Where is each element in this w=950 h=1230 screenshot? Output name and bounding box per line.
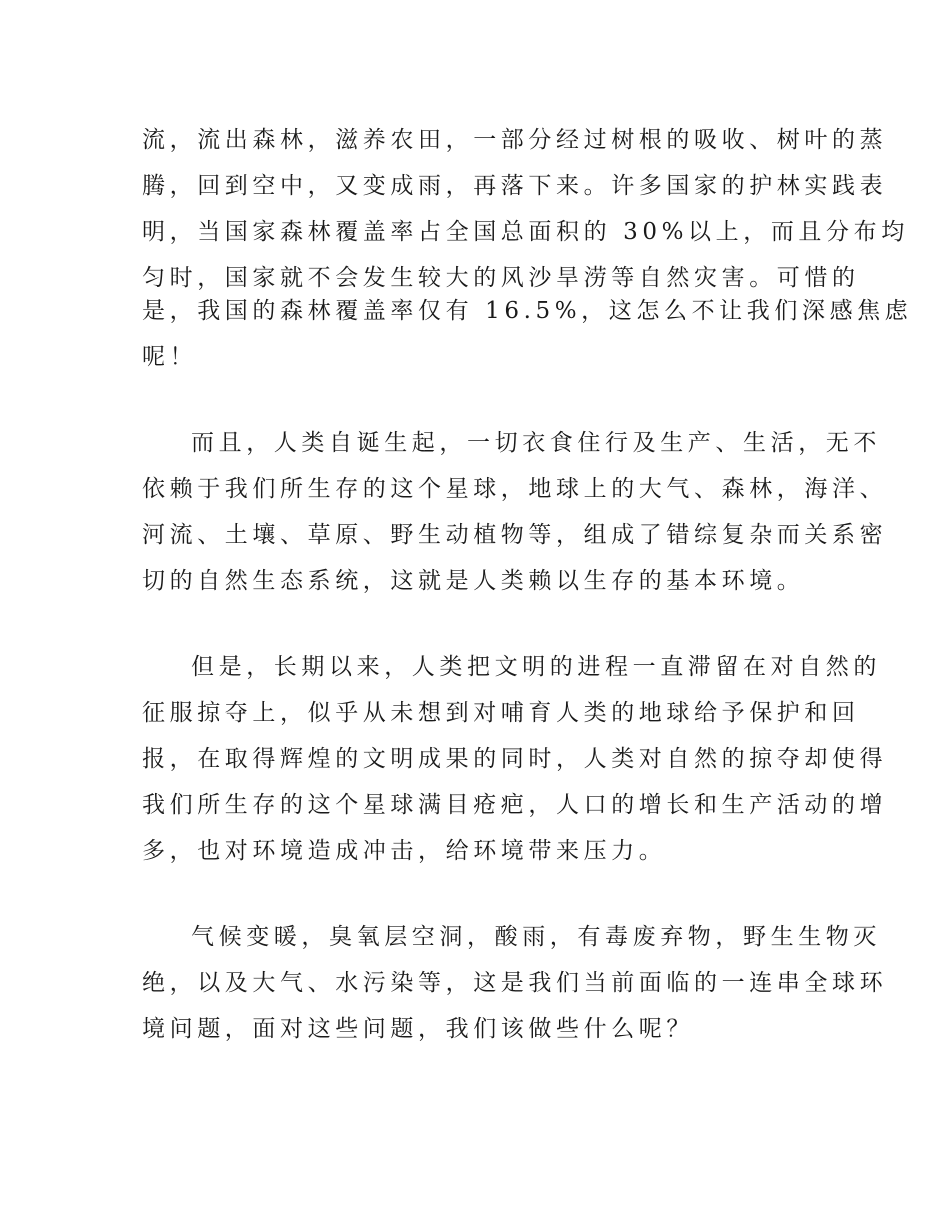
paragraph-1-line-2: 腾，回到空中，又变成雨，再落下来。许多国家的护林实践表 [142, 173, 888, 199]
paragraph-1-line-1: 流，流出森林，滋养农田，一部分经过树根的吸收、树叶的蒸 [142, 127, 888, 153]
paragraph-2-line-3: 河流、土壤、草原、野生动植物等，组成了错综复杂而关系密 [142, 522, 888, 548]
paragraph-3-line-1: 但是，长期以来，人类把文明的进程一直滞留在对自然的 [191, 654, 881, 680]
paragraph-1-line-3: 明，当国家森林覆盖率占全国总面积的 30%以上，而且分布均 [142, 219, 909, 245]
paragraph-3-line-2: 征服掠夺上，似乎从未想到对哺育人类的地球给予保护和回 [142, 700, 860, 726]
paragraph-4-line-3: 境问题，面对这些问题，我们该做些什么呢？ [142, 1016, 694, 1042]
paragraph-4-line-1: 气候变暖，臭氧层空洞，酸雨，有毒废弃物，野生生物灭 [191, 924, 881, 950]
paragraph-1-line-5: 是，我国的森林覆盖率仅有 16.5%，这怎么不让我们深感焦虑 [142, 298, 913, 324]
paragraph-1-line-6: 呢！ [142, 344, 198, 370]
paragraph-2-line-1: 而且，人类自诞生起，一切衣食住行及生产、生活，无不 [191, 430, 881, 456]
paragraph-1-line-4: 匀时，国家就不会发生较大的风沙旱涝等自然灾害。可惜的 [142, 265, 860, 291]
paragraph-2-line-2: 依赖于我们所生存的这个星球，地球上的大气、森林，海洋、 [142, 476, 888, 502]
paragraph-3-line-4: 我们所生存的这个星球满目疮疤，人口的增长和生产活动的增 [142, 792, 888, 818]
paragraph-4-line-2: 绝，以及大气、水污染等，这是我们当前面临的一连串全球环 [142, 970, 888, 996]
paragraph-3-line-3: 报，在取得辉煌的文明成果的同时，人类对自然的掠夺却使得 [142, 746, 888, 772]
paragraph-2-line-4: 切的自然生态系统，这就是人类赖以生存的基本环境。 [142, 568, 805, 594]
paragraph-3-line-5: 多，也对环境造成冲击，给环境带来压力。 [142, 838, 667, 864]
